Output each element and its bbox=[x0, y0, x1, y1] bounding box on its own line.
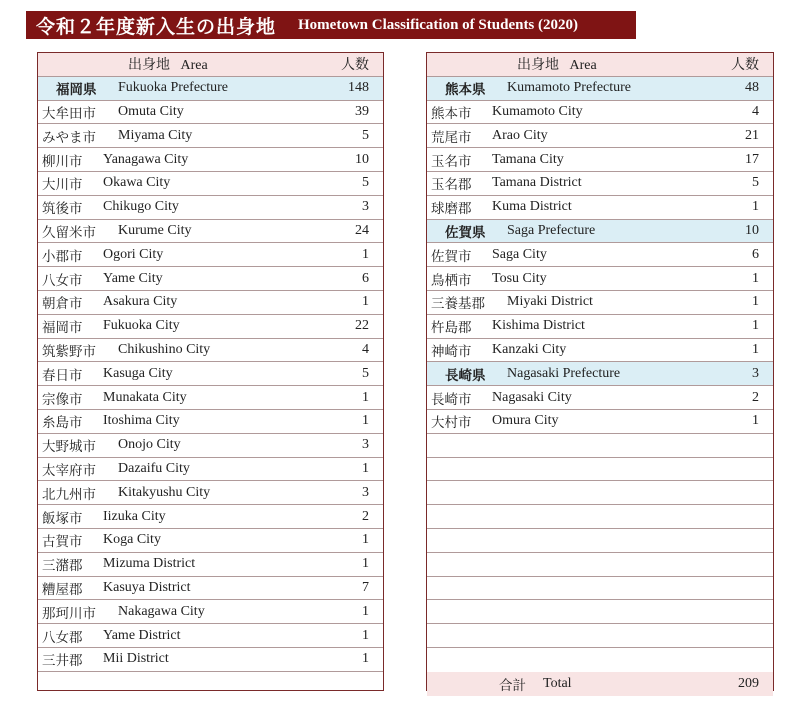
table-row bbox=[427, 386, 773, 410]
area-name-jp: 朝倉市 bbox=[42, 296, 83, 313]
area-name-en: Ogori City bbox=[103, 246, 164, 262]
prefecture-row bbox=[427, 220, 773, 244]
left-hometown-table bbox=[37, 52, 384, 691]
area-name-en: Mii District bbox=[103, 651, 169, 667]
area-name-en: Kumamoto City bbox=[492, 103, 583, 119]
table-row bbox=[427, 529, 773, 553]
student-count: 5 bbox=[752, 175, 759, 191]
area-name-en: Miyaki District bbox=[507, 294, 593, 310]
area-name-jp: 那珂川市 bbox=[42, 605, 96, 622]
area-name-en: Nagasaki City bbox=[492, 389, 572, 405]
area-name-jp: 宗像市 bbox=[42, 391, 83, 408]
table-row bbox=[427, 505, 773, 529]
table-row bbox=[38, 481, 383, 505]
student-count: 1 bbox=[752, 318, 759, 334]
area-name-en: Tamana District bbox=[492, 175, 582, 191]
area-name-jp: 神崎市 bbox=[431, 343, 472, 360]
table-row bbox=[427, 243, 773, 267]
table-row bbox=[38, 291, 383, 315]
area-name-en: Kishima District bbox=[492, 318, 585, 334]
area-name-en: Omura City bbox=[492, 413, 559, 429]
student-count: 2 bbox=[752, 389, 759, 405]
area-name-jp: 北九州市 bbox=[42, 486, 96, 503]
table-row bbox=[38, 577, 383, 601]
table-row bbox=[427, 267, 773, 291]
area-name-jp: 熊本県 bbox=[445, 82, 486, 99]
area-name-en: Saga City bbox=[492, 246, 547, 262]
student-count: 10 bbox=[355, 151, 369, 167]
student-count: 21 bbox=[745, 127, 759, 143]
area-name-en: Tamana City bbox=[492, 151, 564, 167]
table-row bbox=[427, 315, 773, 339]
student-count: 3 bbox=[362, 437, 369, 453]
area-name-en: Fukuoka City bbox=[103, 318, 180, 334]
area-name-jp: 玉名市 bbox=[431, 153, 472, 170]
area-name-en: Kitakyushu City bbox=[118, 484, 211, 500]
area-name-jp: 玉名郡 bbox=[431, 177, 472, 194]
student-count: 6 bbox=[752, 246, 759, 262]
header-count: 人数 bbox=[731, 58, 759, 74]
area-name-jp: 三潴郡 bbox=[42, 558, 83, 575]
student-count: 24 bbox=[355, 222, 369, 238]
student-count: 6 bbox=[362, 270, 369, 286]
area-name-jp: 長崎市 bbox=[431, 391, 472, 408]
student-count: 3 bbox=[362, 199, 369, 215]
student-count: 39 bbox=[355, 103, 369, 119]
table-row bbox=[427, 481, 773, 505]
page-title-jp: 令和２年度新入生の出身地 bbox=[36, 15, 277, 38]
area-name-jp: 福岡県 bbox=[56, 82, 97, 99]
area-name-en: Yanagawa City bbox=[103, 151, 189, 167]
area-name-en: Kasuga City bbox=[103, 365, 173, 381]
area-name-jp: 糸島市 bbox=[42, 415, 83, 432]
area-name-en: Yame District bbox=[103, 627, 181, 643]
table-row bbox=[38, 410, 383, 434]
area-name-en: Munakata City bbox=[103, 389, 187, 405]
student-count: 3 bbox=[362, 484, 369, 500]
student-count: 1 bbox=[362, 246, 369, 262]
table-row bbox=[38, 386, 383, 410]
header-area bbox=[128, 54, 208, 74]
area-name-en: Onojo City bbox=[118, 437, 181, 453]
area-name-en: Saga Prefecture bbox=[507, 222, 596, 238]
area-name-jp: 大村市 bbox=[431, 415, 472, 432]
table-header bbox=[38, 53, 383, 77]
area-name-en: Fukuoka Prefecture bbox=[118, 80, 229, 96]
area-name-en: Tosu City bbox=[492, 270, 547, 286]
table-row bbox=[427, 553, 773, 577]
student-count: 17 bbox=[745, 151, 759, 167]
student-count: 4 bbox=[752, 103, 759, 119]
table-row bbox=[38, 624, 383, 648]
area-name-jp: 三養基郡 bbox=[431, 296, 485, 313]
prefecture-row bbox=[427, 77, 773, 101]
table-row bbox=[38, 172, 383, 196]
student-count: 5 bbox=[362, 175, 369, 191]
table-row bbox=[427, 172, 773, 196]
area-name-jp: 杵島郡 bbox=[431, 320, 472, 337]
area-name-jp: 筑紫野市 bbox=[42, 343, 96, 360]
student-count: 48 bbox=[745, 80, 759, 96]
header-area-jp: 出身地 bbox=[517, 58, 559, 74]
right-hometown-table bbox=[426, 52, 774, 694]
area-name-jp: 福岡市 bbox=[42, 320, 83, 337]
student-count: 1 bbox=[752, 270, 759, 286]
area-name-en: Asakura City bbox=[103, 294, 178, 310]
area-name-jp: 長崎県 bbox=[445, 367, 486, 384]
area-name-jp: 春日市 bbox=[42, 367, 83, 384]
table-row bbox=[38, 434, 383, 458]
area-name-jp: 佐賀市 bbox=[431, 248, 472, 265]
area-name-en: Okawa City bbox=[103, 175, 171, 191]
area-name-jp: 鳥栖市 bbox=[431, 272, 472, 289]
area-name-jp: 球磨郡 bbox=[431, 201, 472, 218]
table-row bbox=[38, 672, 383, 696]
header-area-en: Area bbox=[180, 58, 208, 74]
student-count: 5 bbox=[362, 365, 369, 381]
student-count: 1 bbox=[752, 341, 759, 357]
student-count: 22 bbox=[355, 318, 369, 334]
area-name-en: Chikugo City bbox=[103, 199, 179, 215]
area-name-en: Arao City bbox=[492, 127, 548, 143]
table-row bbox=[427, 339, 773, 363]
student-count: 1 bbox=[362, 532, 369, 548]
prefecture-row bbox=[427, 362, 773, 386]
table-row bbox=[38, 600, 383, 624]
table-row bbox=[427, 648, 773, 672]
area-name-en: Iizuka City bbox=[103, 508, 166, 524]
area-name-en: Koga City bbox=[103, 532, 161, 548]
area-name-jp: 八女郡 bbox=[42, 629, 83, 646]
area-name-en: Mizuma District bbox=[103, 556, 196, 572]
area-name-en: Yame City bbox=[103, 270, 163, 286]
area-name-jp: 佐賀県 bbox=[445, 224, 486, 241]
table-row bbox=[427, 291, 773, 315]
table-row bbox=[427, 624, 773, 648]
header-area-en: Area bbox=[569, 58, 597, 74]
right-table-body bbox=[427, 77, 773, 672]
area-name-en: Omuta City bbox=[118, 103, 184, 119]
table-row bbox=[427, 600, 773, 624]
header-area-jp: 出身地 bbox=[128, 58, 170, 74]
total-count: 209 bbox=[738, 675, 759, 691]
area-name-en: Miyama City bbox=[118, 127, 193, 143]
area-name-jp: 糟屋郡 bbox=[42, 581, 83, 598]
area-name-jp: 飯塚市 bbox=[42, 510, 83, 527]
table-row bbox=[38, 339, 383, 363]
area-name-en: Kurume City bbox=[118, 222, 192, 238]
area-name-en: Dazaifu City bbox=[118, 460, 190, 476]
area-name-jp: 太宰府市 bbox=[42, 462, 96, 479]
table-row bbox=[38, 505, 383, 529]
student-count: 148 bbox=[348, 80, 369, 96]
table-row bbox=[38, 362, 383, 386]
student-count: 1 bbox=[752, 294, 759, 310]
table-row bbox=[427, 458, 773, 482]
header-count: 人数 bbox=[341, 58, 369, 74]
area-name-en: Nakagawa City bbox=[118, 603, 205, 619]
student-count: 7 bbox=[362, 579, 369, 595]
student-count: 1 bbox=[362, 294, 369, 310]
table-row bbox=[427, 577, 773, 601]
table-row bbox=[38, 220, 383, 244]
student-count: 3 bbox=[752, 365, 759, 381]
area-name-jp: 八女市 bbox=[42, 272, 83, 289]
prefecture-row bbox=[38, 77, 383, 101]
area-name-jp: みやま市 bbox=[42, 129, 96, 146]
area-name-jp: 三井郡 bbox=[42, 653, 83, 670]
student-count: 1 bbox=[362, 556, 369, 572]
area-name-en: Kasuya District bbox=[103, 579, 191, 595]
table-row bbox=[38, 458, 383, 482]
area-name-en: Kanzaki City bbox=[492, 341, 567, 357]
table-row bbox=[38, 196, 383, 220]
student-count: 2 bbox=[362, 508, 369, 524]
table-row bbox=[38, 648, 383, 672]
table-row bbox=[38, 529, 383, 553]
student-count: 4 bbox=[362, 341, 369, 357]
area-name-jp: 久留米市 bbox=[42, 224, 96, 241]
table-row bbox=[427, 124, 773, 148]
student-count: 1 bbox=[362, 389, 369, 405]
table-row bbox=[427, 148, 773, 172]
table-row bbox=[427, 196, 773, 220]
left-table-body bbox=[38, 77, 383, 696]
table-row bbox=[427, 434, 773, 458]
table-row bbox=[38, 315, 383, 339]
student-count: 5 bbox=[362, 127, 369, 143]
header-area bbox=[517, 54, 597, 74]
student-count: 1 bbox=[752, 199, 759, 215]
table-row bbox=[38, 243, 383, 267]
area-name-jp: 小郡市 bbox=[42, 248, 83, 265]
area-name-en: Kumamoto Prefecture bbox=[507, 80, 632, 96]
table-row bbox=[427, 101, 773, 125]
student-count: 1 bbox=[752, 413, 759, 429]
table-row bbox=[38, 267, 383, 291]
area-name-jp: 熊本市 bbox=[431, 105, 472, 122]
total-label-en: Total bbox=[543, 675, 572, 691]
area-name-jp: 柳川市 bbox=[42, 153, 83, 170]
area-name-jp: 荒尾市 bbox=[431, 129, 472, 146]
student-count: 1 bbox=[362, 651, 369, 667]
student-count: 1 bbox=[362, 460, 369, 476]
student-count: 1 bbox=[362, 627, 369, 643]
table-row bbox=[38, 553, 383, 577]
table-header bbox=[427, 53, 773, 77]
table-row bbox=[427, 410, 773, 434]
area-name-en: Nagasaki Prefecture bbox=[507, 365, 621, 381]
total-row bbox=[427, 672, 773, 696]
student-count: 1 bbox=[362, 413, 369, 429]
area-name-en: Kuma District bbox=[492, 199, 572, 215]
area-name-jp: 筑後市 bbox=[42, 201, 83, 218]
area-name-jp: 大川市 bbox=[42, 177, 83, 194]
area-name-jp: 古賀市 bbox=[42, 534, 83, 551]
table-row bbox=[38, 101, 383, 125]
student-count: 1 bbox=[362, 603, 369, 619]
table-row bbox=[38, 124, 383, 148]
table-row bbox=[38, 148, 383, 172]
area-name-jp: 大牟田市 bbox=[42, 105, 96, 122]
total-label-jp: 合計 bbox=[499, 677, 526, 694]
page-title-en: Hometown Classification of Students (2020) bbox=[298, 16, 579, 33]
area-name-en: Chikushino City bbox=[118, 341, 211, 357]
student-count: 10 bbox=[745, 222, 759, 238]
title-banner bbox=[26, 11, 636, 39]
area-name-jp: 大野城市 bbox=[42, 439, 96, 456]
area-name-en: Itoshima City bbox=[103, 413, 180, 429]
